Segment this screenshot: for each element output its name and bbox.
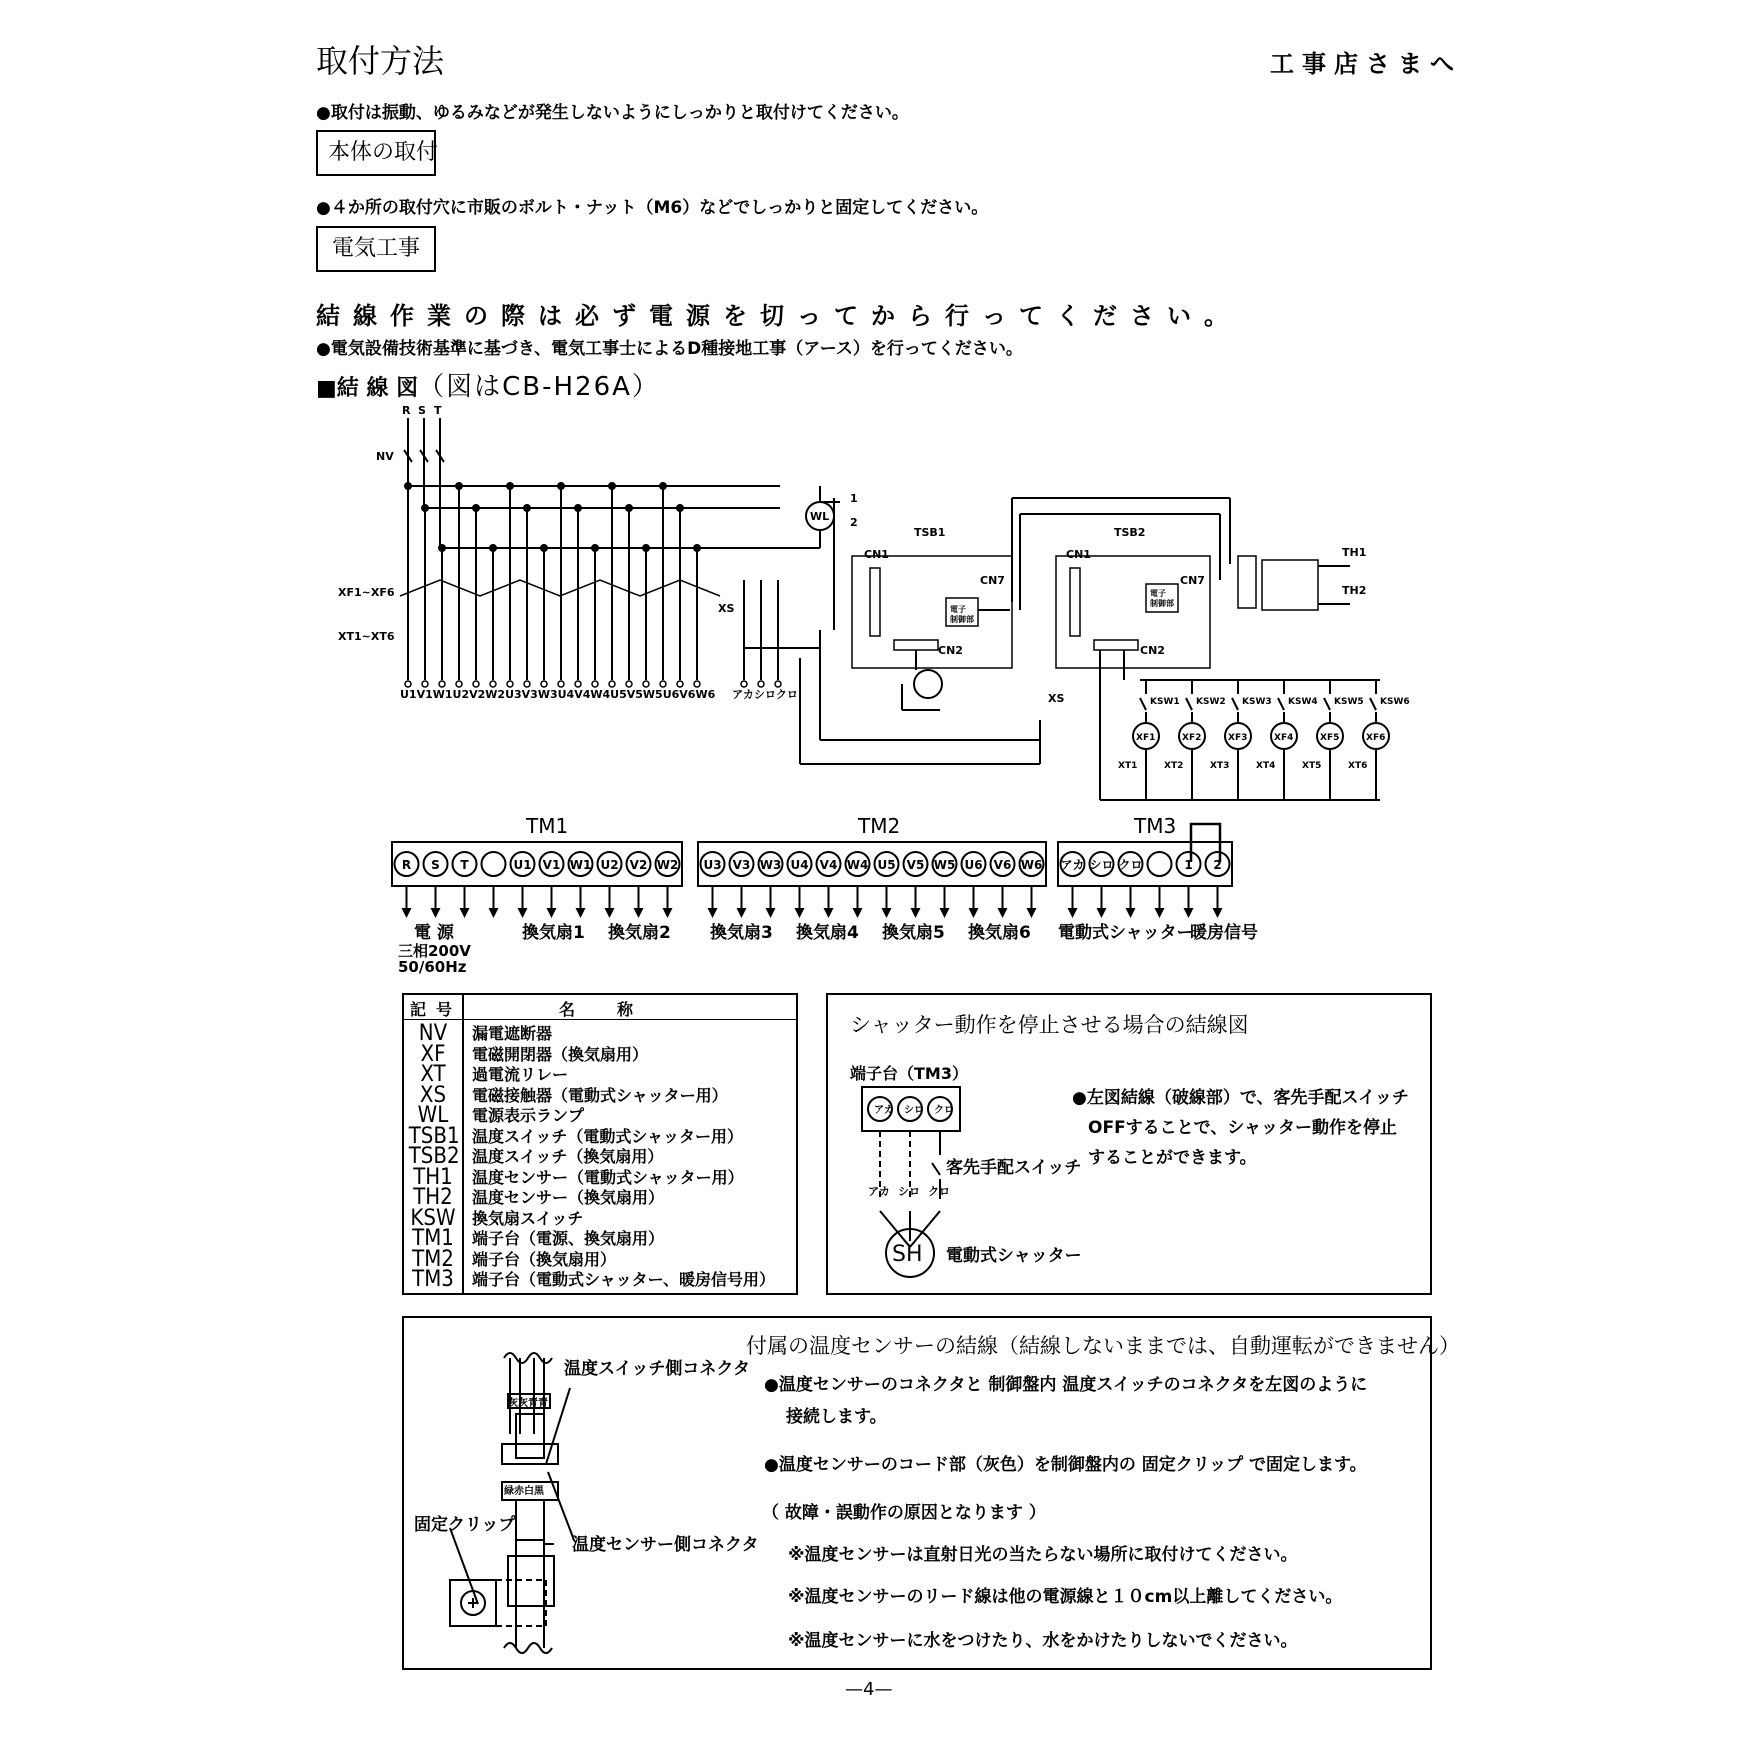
tm1-block-cell-7: U2 (600, 858, 619, 872)
legend-row (404, 1041, 796, 1067)
legend-name: 温度センサー（換気扇用） (472, 1188, 665, 1207)
ksw-label-2: KSW2 (1196, 697, 1226, 707)
tm1-block-cell-8: V2 (629, 858, 648, 872)
dest-power: 電 源 (414, 923, 454, 943)
tm2-block (698, 842, 1046, 918)
legend-name: 電磁開閉器（換気扇用） (472, 1044, 649, 1064)
tsb1-ctrl-line2: 制御部 (950, 615, 974, 624)
xs-label: XS (718, 602, 735, 615)
tm1-label: TM1 (526, 814, 569, 838)
shutter-output-labels: アカシロクロ (732, 688, 798, 701)
tm1-block-cell-0: R (401, 858, 412, 872)
legend-symbol: XS (419, 1082, 447, 1108)
tm2-block-cell-6: U5 (877, 858, 896, 872)
lower-wire-colors: 緑赤白黒 (504, 1486, 544, 1497)
tm2-block-cell-11: W6 (1020, 858, 1043, 872)
shutter-wire-shiro: シロ (898, 1185, 920, 1198)
dest-power-spec1: 三相200V (398, 942, 471, 960)
tsb1-ctrl-line1: 電子 (950, 605, 966, 614)
legend-symbol: TM3 (412, 1267, 454, 1292)
shutter-wire-kuro: クロ (928, 1185, 950, 1198)
body-mount-note: ●４か所の取付穴に市販のボルト・ナット（M6）などでしっかりと固定してください。 (316, 198, 989, 218)
legend-row (404, 1023, 796, 1044)
legend-row (404, 1246, 796, 1272)
dest-fan6: 換気扇6 (968, 923, 1031, 943)
legend-row (404, 1269, 796, 1290)
tm1-block-cell-1: S (431, 858, 440, 872)
legend-name: 漏電遮断器 (472, 1024, 553, 1043)
tm1-block-cell-9: W2 (656, 858, 679, 872)
tsb1-cn1-label: CN1 (864, 548, 889, 561)
tm3-block (1058, 842, 1232, 918)
tm2-block-cell-3: U4 (790, 858, 809, 872)
xf-label-5: XF5 (1320, 733, 1340, 743)
sensor-title: 付属の温度センサーの結線（結線しないままでは、自動運転ができません） (746, 1334, 1460, 1358)
sensor-bullet1-line2: 接続します。 (786, 1407, 887, 1427)
xt-label-2: XT2 (1164, 761, 1184, 771)
shutter-stop-title: シャッター動作を停止させる場合の結線図 (850, 1013, 1249, 1037)
legend-name: 過電流リレー (472, 1065, 569, 1084)
th2-label: TH2 (1342, 584, 1367, 597)
shutter-note-line2: OFFすることで、シャッター動作を停止 (1088, 1118, 1397, 1138)
section-heading-body: 本体の取付 (316, 130, 436, 176)
legend-name: 温度スイッチ（電動式シャッター用） (472, 1126, 744, 1146)
phase-label-s: S (418, 404, 426, 417)
shutter-stop-panel (826, 993, 1432, 1295)
legend-symbol: NV (418, 1021, 448, 1046)
upper-wire-colors: 灰灰青青 (508, 1398, 548, 1409)
xt-range-label: XT1~XT6 (338, 630, 395, 643)
legend-symbol: TSB1 (408, 1123, 460, 1149)
ksw-label-5: KSW5 (1334, 697, 1364, 707)
tm2-block-cell-2: W3 (759, 858, 782, 872)
sensor-note2: ※温度センサーのリード線は他の電源線と１０cm以上離してください。 (788, 1587, 1343, 1607)
legend-col-name: 名称 (559, 1000, 676, 1019)
xt-label-5: XT5 (1302, 761, 1322, 771)
dest-fan1: 換気扇1 (522, 923, 585, 943)
xs-label-2: XS (1048, 692, 1065, 705)
legend-col-symbol: 記号 (410, 1000, 463, 1019)
shutter-tb-cell-kuro: クロ (934, 1105, 954, 1116)
sensor-note3: ※温度センサーに水をつけたり、水をかけたりしないでください。 (788, 1631, 1298, 1651)
section-heading-electric: 電気工事 (316, 226, 436, 272)
dest-heating: 暖房信号 (1190, 923, 1258, 943)
tm2-block-cell-5: W4 (846, 858, 869, 872)
xf-label-1: XF1 (1136, 733, 1156, 743)
legend-name: 端子台（電動式シャッター、暖房信号用） (472, 1270, 776, 1289)
fan-chain-1 (1118, 680, 1180, 800)
legend-row (404, 1164, 796, 1190)
signal-2-label: 2 (850, 516, 858, 529)
sensor-wiring-panel (402, 1316, 1460, 1670)
legend-symbol: TM2 (412, 1246, 454, 1272)
legend-name: 電源表示ランプ (472, 1106, 585, 1125)
xf-label-3: XF3 (1228, 733, 1248, 743)
nv-label: NV (376, 450, 394, 463)
dest-fan4: 換気扇4 (796, 923, 859, 943)
wl-label: WL (810, 510, 830, 523)
legend-symbol: WL (417, 1103, 449, 1128)
legend-symbol: TH2 (413, 1185, 453, 1210)
legend-row (404, 1082, 796, 1108)
clip-label: 固定クリップ (414, 1515, 516, 1535)
phase-label-r: R (402, 404, 411, 417)
sensor-connector-label: 温度センサー側コネクタ (572, 1535, 759, 1555)
legend-name: 端子台（電源、換気扇用） (472, 1229, 665, 1248)
tm2-block-cell-4: V4 (819, 858, 838, 872)
wiring-diagram (0, 0, 1754, 820)
tsb1-cn2-label: CN2 (938, 644, 963, 657)
tm3-block-cell-5: 2 (1213, 858, 1222, 872)
xt-label-3: XT3 (1210, 761, 1230, 771)
tsb2-label: TSB2 (1114, 526, 1146, 539)
legend-name: 温度スイッチ（換気扇用） (472, 1147, 664, 1166)
tm3-block-cell-4: 1 (1184, 858, 1193, 872)
legend-row (404, 1123, 796, 1149)
legend-symbol: TH1 (413, 1164, 453, 1190)
tsb2-ctrl-line1: 電子 (1150, 589, 1166, 598)
intro-note: ●取付は振動、ゆるみなどが発生しないようにしっかりと取付けてください。 (316, 103, 909, 123)
dest-fan2: 換気扇2 (608, 923, 671, 943)
tsb1-label: TSB1 (914, 526, 946, 539)
dest-fan5: 換気扇5 (882, 923, 945, 943)
ksw-label-1: KSW1 (1150, 697, 1180, 707)
tm3-block-cell-1: シロ (1089, 858, 1114, 872)
switch-connector-label: 温度スイッチ側コネクタ (564, 1359, 750, 1379)
audience-label: 工事店さまへ (1270, 50, 1462, 78)
legend-name: 電磁接触器（電動式シャッター用） (472, 1085, 728, 1105)
page-title: 取付方法 (316, 42, 445, 80)
electric-shutter-label: 電動式シャッター (946, 1246, 1082, 1266)
grounding-note: ●電気設備技術基準に基づき、電気工事士によるD種接地工事（アース）を行ってください。 (316, 339, 1023, 359)
tm1-block-cell-2: T (460, 858, 469, 872)
tsb2-ctrl-line2: 制御部 (1150, 599, 1174, 608)
tm2-block-cell-8: W5 (933, 858, 956, 872)
tm1-block-cell-5: V1 (542, 858, 561, 872)
legend-table (402, 993, 798, 1295)
sensor-bullet1-line1: ●温度センサーのコネクタと 制御盤内 温度スイッチのコネクタを左図のように (764, 1375, 1368, 1395)
tsb1-cn7-label: CN7 (980, 574, 1005, 587)
ksw-label-4: KSW4 (1288, 697, 1318, 707)
sh-symbol: SH (892, 1242, 923, 1267)
tm2-block-cell-7: V5 (906, 858, 925, 872)
tm1-block-cell-6: W1 (569, 858, 592, 872)
wiring-title-prefix: ■結 線 図 (316, 376, 419, 401)
ksw-label-3: KSW3 (1242, 697, 1272, 707)
legend-row (404, 1187, 796, 1208)
sensor-bullet2: ●温度センサーのコード部（灰色）を制御盤内の 固定クリップ で固定します。 (764, 1455, 1367, 1475)
tm1-block-cell-4: U1 (513, 858, 532, 872)
xt-label-4: XT4 (1256, 761, 1276, 771)
tm3-block-cell-2: クロ (1118, 858, 1143, 872)
tsb2-cn7-label: CN7 (1180, 574, 1205, 587)
shutter-tb-cell-aka: アカ (874, 1105, 894, 1116)
xt-label-6: XT6 (1348, 761, 1368, 771)
tm2-block-cell-10: V6 (993, 858, 1012, 872)
xf-label-6: XF6 (1366, 733, 1386, 743)
legend-row (404, 1105, 796, 1126)
signal-1-label: 1 (850, 492, 858, 505)
legend-name: 温度センサー（電動式シャッター用） (472, 1167, 744, 1187)
xf-label-4: XF4 (1274, 733, 1294, 743)
customer-switch-label: 客先手配スイッチ (946, 1158, 1082, 1178)
terminal-blocks (0, 820, 1754, 990)
legend-symbol: TM1 (412, 1226, 454, 1251)
sensor-caution: （ 故障・誤動作の原因となります ） (762, 1503, 1046, 1523)
shutter-note-line1: ●左図結線（破線部）で、客先手配スイッチ (1072, 1088, 1409, 1108)
tsb2-cn2-label: CN2 (1140, 644, 1165, 657)
legend-row (404, 1146, 796, 1167)
legend-row (404, 1205, 796, 1231)
sensor-note1: ※温度センサーは直射日光の当たらない場所に取付けてください。 (788, 1545, 1298, 1565)
power-off-warning: 結線作業の際は必ず電源を切ってから行ってください。 (316, 302, 1241, 330)
tm3-label: TM3 (1134, 814, 1177, 838)
output-labels: U1V1W1U2V2W2U3V3W3U4V4W4U5V5W5U6V6W6 (400, 688, 716, 701)
dest-fan3: 換気扇3 (710, 923, 773, 943)
th1-label: TH1 (1342, 546, 1367, 559)
legend-name: 端子台（換気扇用） (472, 1249, 617, 1269)
tm2-block-cell-9: U6 (964, 858, 983, 872)
xf-range-label: XF1~XF6 (338, 586, 395, 599)
xt-label-1: XT1 (1118, 761, 1138, 771)
tm2-block-cell-1: V3 (732, 858, 751, 872)
shutter-tb-label: 端子台（TM3） (850, 1064, 968, 1083)
wiring-title-model: （図はCB-H26A） (418, 372, 660, 402)
tm1-block (392, 842, 682, 918)
dest-power-spec2: 50/60Hz (398, 958, 467, 976)
legend-row (404, 1064, 796, 1085)
shutter-wire-aka: アカ (868, 1185, 890, 1198)
legend-symbol: XT (420, 1062, 446, 1087)
page-number: —4— (845, 1679, 893, 1700)
tm2-label: TM2 (858, 814, 901, 838)
ksw-label-6: KSW6 (1380, 697, 1410, 707)
shutter-tb-cell-shiro: シロ (904, 1105, 924, 1116)
tsb2-cn1-label: CN1 (1066, 548, 1091, 561)
xf-label-2: XF2 (1182, 733, 1202, 743)
shutter-note-line3: することができます。 (1088, 1148, 1257, 1168)
legend-row (404, 1228, 796, 1249)
legend-symbol: KSW (410, 1205, 456, 1231)
tm2-block-cell-0: U3 (703, 858, 722, 872)
dest-shutter: 電動式シャッター (1058, 923, 1194, 943)
phase-label-t: T (434, 404, 442, 417)
legend-symbol: XF (420, 1041, 446, 1067)
tm3-block-cell-0: アカ (1060, 858, 1085, 872)
legend-symbol: TSB2 (408, 1144, 460, 1169)
legend-name: 換気扇スイッチ (472, 1208, 584, 1228)
